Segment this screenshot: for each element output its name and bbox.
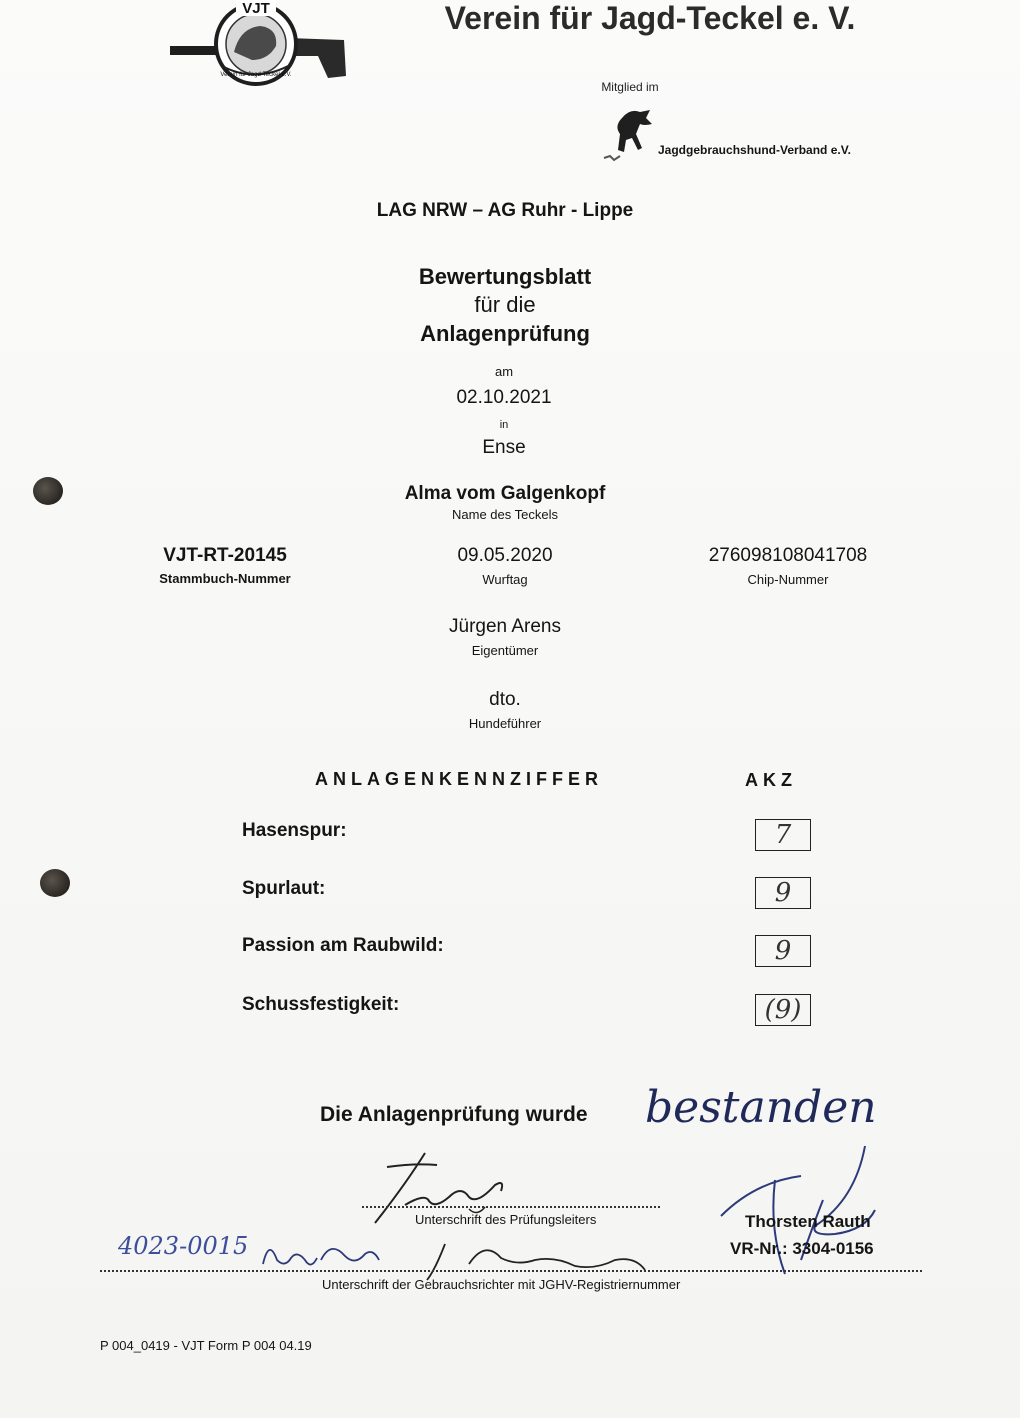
- score-label: Spurlaut:: [242, 878, 326, 899]
- registry-number: 4023-0015: [118, 1232, 249, 1260]
- dog-name-label: Name des Teckels: [452, 507, 558, 522]
- date-prefix: am: [494, 364, 514, 379]
- result-prefix: Die Anlagenprüfung wurde: [320, 1103, 588, 1126]
- studbook-label: Stammbuch-Nummer: [159, 571, 291, 586]
- leader-signature-label: Unterschrift des Prüfungsleiters: [415, 1212, 597, 1227]
- handler-label: Hundeführer: [468, 716, 542, 731]
- logo-text: Verein für Jagd-Teckel e.V.: [220, 72, 292, 78]
- akz-heading: AKZ: [745, 770, 797, 790]
- judges-signatures: [255, 1230, 665, 1282]
- vjt-logo: [168, 0, 348, 90]
- section-title: LAG NRW – AG Ruhr - Lippe: [376, 200, 634, 221]
- judges-signature-label: Unterschrift der Gebrauchsrichter mit JGHV-Registriernummer: [322, 1277, 681, 1292]
- handler-name: dto.: [489, 689, 521, 710]
- title-line-1: Bewertungsblatt: [418, 264, 592, 289]
- form-footer: P 004_0419 - VJT Form P 004 04.19: [100, 1338, 312, 1353]
- whelping-date: 09.05.2020: [457, 545, 553, 566]
- score-value: 7: [774, 820, 792, 850]
- member-label: Mitglied im: [601, 80, 659, 94]
- scores-heading: ANLAGENKENNZIFFER: [315, 769, 603, 789]
- exam-place: Ense: [482, 437, 526, 458]
- score-label: Hasenspur:: [242, 820, 347, 841]
- score-value: 9: [774, 936, 792, 966]
- owner-label: Eigentümer: [471, 643, 539, 658]
- chip-number: 276098108041708: [708, 545, 868, 566]
- score-box: [755, 819, 811, 851]
- punch-hole: [40, 869, 70, 897]
- chip-label: Chip-Nummer: [747, 572, 829, 587]
- score-box: [755, 994, 811, 1026]
- score-value: 9: [774, 878, 792, 908]
- judges-signature-line: [100, 1270, 922, 1272]
- stamp-vr-number: VR-Nr.: 3304-0156: [730, 1239, 874, 1258]
- dog-name: Alma vom Galgenkopf: [404, 483, 606, 504]
- leader-signature-line: [362, 1206, 660, 1208]
- studbook-number: VJT-RT-20145: [163, 545, 287, 566]
- score-box: [755, 935, 811, 967]
- result-handwritten: bestanden: [645, 1082, 877, 1133]
- stamp-name: Thorsten Rauth: [745, 1212, 871, 1231]
- score-label: Schussfestigkeit:: [242, 994, 400, 1015]
- title-line-3: Anlagenprüfung: [420, 321, 590, 346]
- score-label: Passion am Raubwild:: [242, 935, 444, 956]
- place-prefix: in: [499, 419, 509, 431]
- whelping-label: Wurftag: [482, 572, 528, 587]
- score-value: (9): [764, 995, 802, 1025]
- stamp-signature: [715, 1140, 905, 1280]
- exam-date: 02.10.2021: [456, 387, 552, 408]
- jghv-horse-logo: [600, 104, 656, 166]
- org-title: Verein für Jagd-Teckel e. V.: [444, 0, 856, 36]
- jghv-label: Jagdgebrauchshund-Verband e.V.: [658, 143, 851, 157]
- punch-hole: [33, 477, 63, 505]
- score-box: [755, 877, 811, 909]
- logo-mark: VJT: [242, 0, 270, 17]
- title-line-2: für die: [474, 292, 536, 317]
- owner-name: Jürgen Arens: [449, 616, 561, 637]
